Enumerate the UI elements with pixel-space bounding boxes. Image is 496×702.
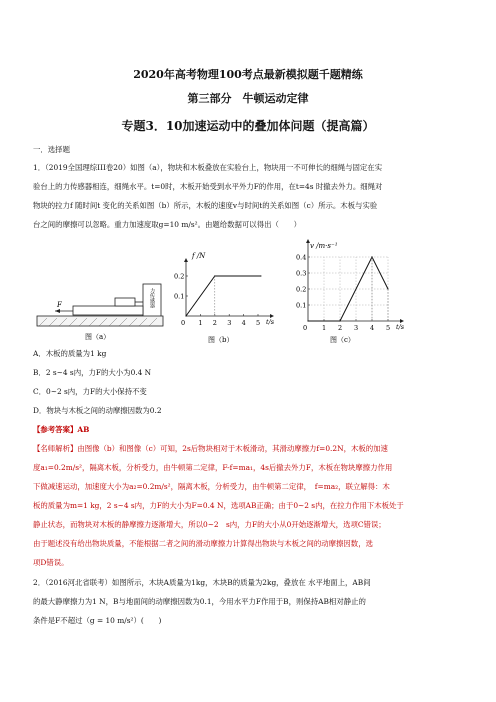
sensor-label: 力传感器 — [149, 288, 155, 308]
fig-c-y-tick-label: 0.3 — [296, 269, 307, 278]
analysis-line-2: 度a₁=0.2m/s²，隔离木板，分析受力，由牛顿第二定律，F-f=ma₁，4s后撤去外力F，木板在物块摩擦力作用 — [33, 463, 393, 472]
force-label: F — [57, 301, 62, 309]
figure-b-caption: 图（b） — [208, 336, 234, 344]
figure-b — [170, 246, 282, 346]
figure-b-xlabel: t/s — [266, 318, 275, 326]
option-d: D．物块与木板之间的动摩擦因数为0.2 — [33, 406, 162, 415]
reference-answer: 【参考答案】AB — [33, 425, 90, 434]
figure-c-xlabel: t/s — [396, 323, 405, 331]
board — [73, 306, 143, 315]
q1-line-2: 验台上的力传感器相连，细绳水平。t=0时，木板开始受到水平外力F的作用，在t=4s 时撤去外力。细绳对 — [33, 182, 383, 191]
fig-c-x-tick-label: 5 — [386, 324, 391, 332]
fig-b-x-tick-label: 0 — [181, 319, 186, 327]
fig-c-y-tick-label: 0.1 — [296, 301, 307, 310]
fig-b-x-tick-label: 4 — [241, 319, 246, 327]
figure-c-caption: 图（c） — [330, 336, 355, 344]
fig-c-data-point — [339, 320, 340, 321]
fig-b-data-point — [185, 315, 186, 316]
fig-b-y-tick-label: 0.1 — [174, 292, 185, 301]
figure-c — [290, 236, 416, 346]
q1-line-3: 物块的拉力f 随时间t 变化的关系如图（b）所示，木板的速度v与时间t的关系如图（c）所示。木板与实验 — [33, 201, 378, 210]
fig-c-x-tick-label: 3 — [354, 324, 359, 332]
analysis-line-1: 【名师解析】由图像（b）和图像（c）可知，2s后物块相对于木板滑动，其滑动摩擦力f=0.2N，木板的加速 — [33, 444, 388, 453]
q1-line-1: 1．（2019全国理综III卷20）如图（a），物块和木板叠放在实验台上，物块用一不可伸长的细绳与固定在实 — [33, 163, 383, 172]
document-title: 2020年高考物理100考点最新模拟题千题精练 — [133, 68, 363, 81]
figure-b-ylabel: f /N — [192, 252, 206, 260]
section-heading: 一．选择题 — [33, 145, 70, 154]
fig-b-x-tick-label: 3 — [227, 319, 232, 327]
fig-c-x-tick-label: 2 — [338, 324, 343, 332]
q2-line-2: 的最大静摩擦力为1 N，B与地面间的动摩擦因数为0.1，今用水平力F作用于B，则保持AB相对静止的 — [33, 597, 366, 606]
fig-b-x-tick-label: 2 — [212, 319, 217, 327]
fig-b-series-line — [186, 276, 261, 316]
option-c: C．0~2 s内，力F的大小保持不变 — [33, 387, 147, 396]
q1-line-4: 台之间的摩擦可以忽略。重力加速度取g=10 m/s²。由题给数据可以得出（ ） — [33, 220, 302, 229]
fig-b-data-point — [260, 275, 261, 276]
fig-c-x-tick-label: 1 — [322, 324, 327, 332]
fig-c-x-tick-label: 0 — [303, 324, 308, 332]
topic-title: 专题3．10加速运动中的叠加体问题（提高篇） — [121, 119, 375, 133]
part-title: 第三部分 牛顿运动定律 — [187, 92, 309, 105]
q2-line-1: 2．（2016河北省联考）如图所示，木块A质量为1kg，木块B的质量为2kg，叠放在 水平地面上，AB间 — [33, 578, 371, 587]
figure-a-caption: 图（a） — [85, 333, 111, 341]
fig-c-data-point — [307, 320, 308, 321]
analysis-line-5: 静止状态，而物块对木板的静摩擦力逐渐增大，所以0~2 s内，力F的大小从0开始逐渐增大，选项C错误； — [33, 520, 386, 529]
fig-c-y-tick-label: 0.4 — [296, 253, 307, 262]
analysis-line-7: 项D错误。 — [33, 558, 69, 567]
fig-c-y-tick-label: 0.2 — [296, 285, 307, 294]
fig-b-x-tick-label: 1 — [198, 319, 203, 327]
fig-c-x-tick-label: 4 — [370, 324, 375, 332]
analysis-line-3: 下做减速运动，加速度大小为a₂=0.2m/s²，隔离木板，分析受力，由牛顿第二定律， f=ma₂，联立解得：木 — [33, 482, 390, 491]
fig-b-y-tick-label: 0.2 — [174, 272, 185, 281]
fig-b-y-arrow — [184, 258, 188, 262]
figure-a — [33, 236, 165, 344]
figure-c-ylabel: v /m·s⁻¹ — [310, 242, 338, 250]
q2-line-3: 条件是F不超过（g = 10 m/s²）( ) — [33, 616, 162, 625]
fig-b-x-tick-label: 5 — [256, 319, 261, 327]
analysis-line-6: 由于题述没有给出物块质量，不能根据二者之间的滑动摩擦力计算得出物块与木板之间的动摩擦因数，选 — [33, 539, 373, 548]
option-b: B．2 s~4 s内，力F的大小为0.4 N — [33, 368, 152, 377]
option-a: A．木板的质量为1 kg — [33, 349, 107, 358]
force-arrowhead — [55, 309, 60, 313]
analysis-line-4: 板的质量为m=1 kg，2 s~4 s内，力F的大小为F=0.4 N，选项AB正确；由于0~2 s内，在拉力作用下木板处于 — [33, 501, 404, 510]
block — [115, 298, 135, 306]
